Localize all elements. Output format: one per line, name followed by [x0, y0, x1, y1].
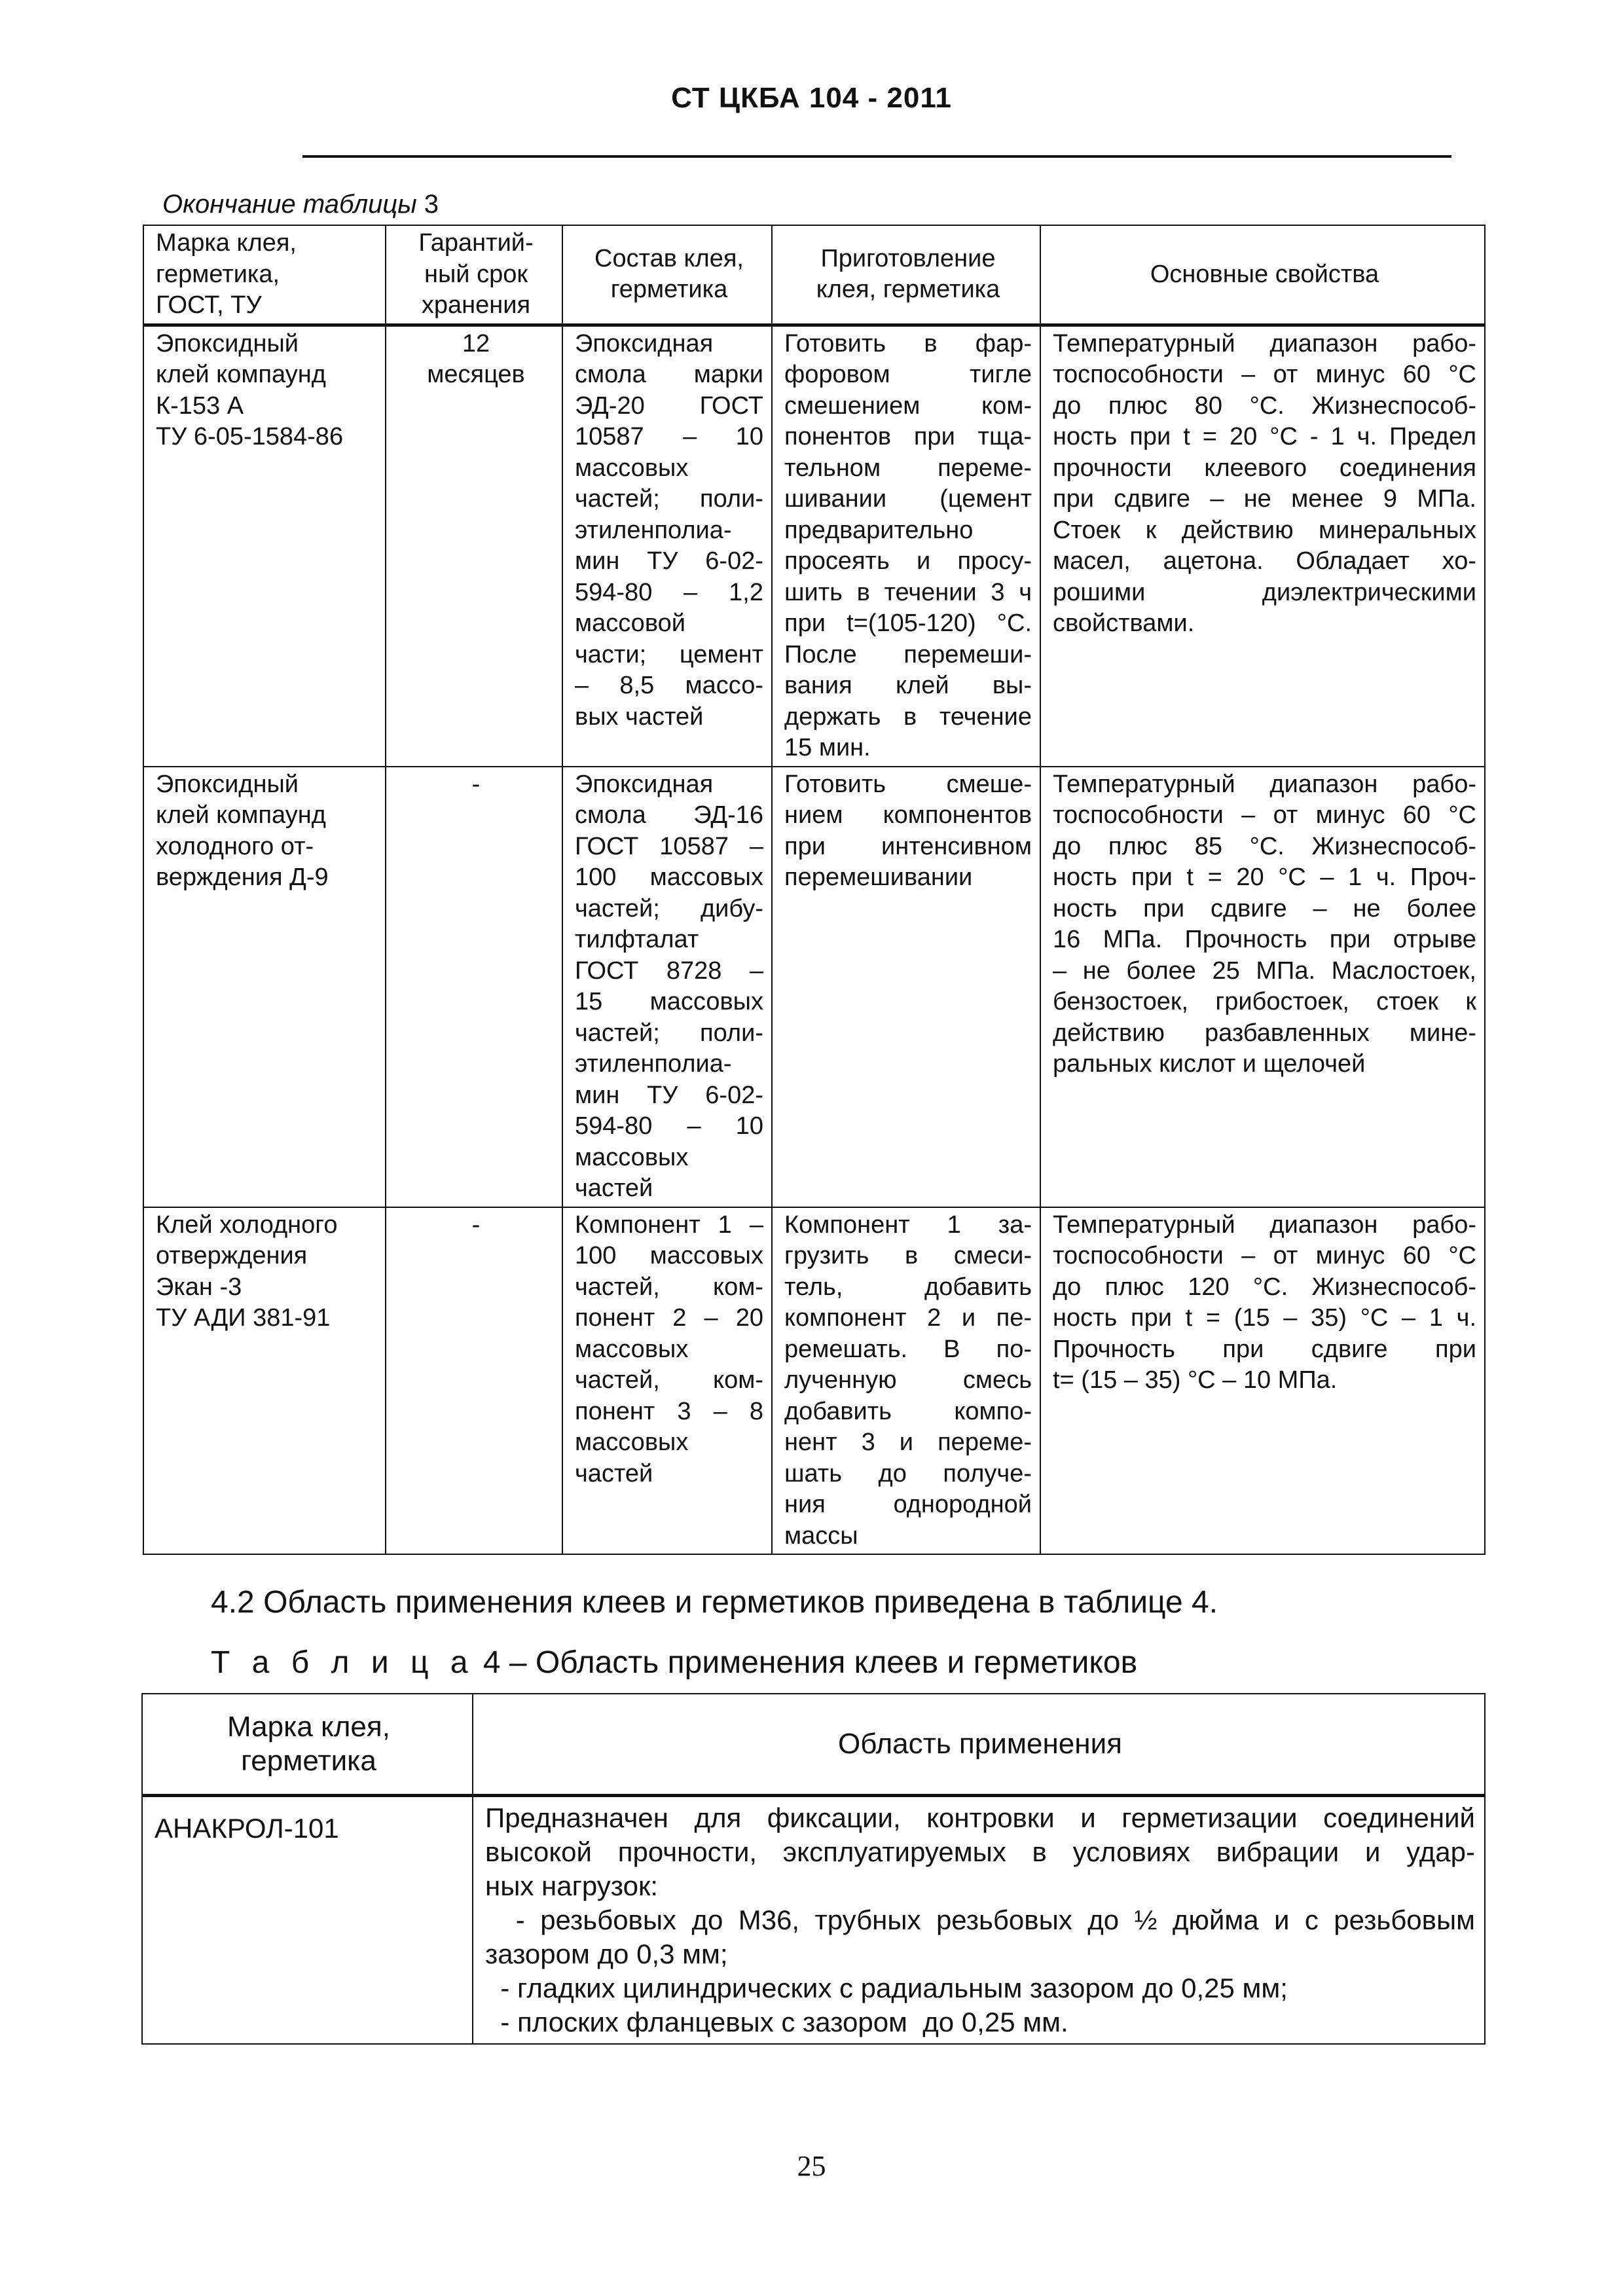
cell-line: месяцев	[427, 361, 525, 388]
cell-line: частей	[575, 1459, 653, 1487]
cell-line: понентов при тща-	[784, 423, 1032, 450]
preparation-cell	[772, 767, 1040, 1207]
cell-line: массовых	[575, 454, 689, 482]
cell-line: клея, герметика	[816, 276, 1000, 304]
cell-line: нент 3 и переме-	[784, 1429, 1032, 1456]
cell-line: Эпоксидная	[575, 770, 714, 798]
table3-row	[143, 1207, 1485, 1555]
preparation-cell	[772, 325, 1040, 767]
cell-line: ГОСТ 10587 –	[575, 832, 763, 860]
composition-cell	[562, 325, 772, 767]
table3-caption-number: 3	[424, 190, 439, 219]
storage-term-cell	[386, 325, 562, 767]
cell-line: вания клей вы-	[784, 672, 1032, 699]
table4-header-cell	[473, 1694, 1485, 1796]
cell-line: герметика,	[156, 260, 280, 288]
cell-line: действию разбавленных мине-	[1053, 1019, 1476, 1047]
cell-line: Основные свойства	[1150, 260, 1379, 288]
cell-line: добавить компо-	[784, 1397, 1032, 1425]
cell-line: при t=(105-120) °С.	[784, 610, 1032, 637]
cell-line: 15 мин.	[784, 734, 871, 761]
cell-line: Температурный диапазон рабо-	[1053, 770, 1476, 798]
properties-cell	[1040, 325, 1485, 767]
cell-line: Температурный диапазон рабо-	[1053, 1211, 1476, 1239]
table3-caption	[162, 190, 439, 219]
cell-line: – не более 25 МПа. Маслостоек,	[1053, 957, 1476, 985]
cell-line: частей; поли-	[575, 485, 763, 513]
cell-line: тоспособности – от минус 60 °С	[1053, 361, 1476, 388]
cell-line: ный срок	[424, 260, 528, 288]
cell-line: частей; дибу-	[575, 894, 763, 922]
cell-line: до плюс 120 °С. Жизнеспособ-	[1053, 1273, 1476, 1301]
table3-row	[143, 325, 1485, 767]
properties-cell	[1040, 1207, 1485, 1555]
header-rule	[302, 155, 1451, 158]
cell-line: этиленполиа-	[575, 516, 732, 544]
table3-header-cell	[386, 225, 562, 325]
cell-line: Компонент 1 за-	[784, 1211, 1032, 1239]
cell-line: верждения Д-9	[156, 864, 329, 891]
cell-line: ных нагрузок:	[485, 1870, 658, 1901]
cell-line: нием компонентов	[784, 801, 1032, 829]
cell-line: зазором до 0,3 мм;	[485, 1939, 728, 1969]
cell-line: лученную смесь	[784, 1366, 1032, 1394]
table3-header-row	[143, 225, 1485, 325]
composition-cell	[562, 767, 772, 1207]
cell-line: ГОСТ, ТУ	[156, 291, 262, 319]
cell-line: 15 массовых	[575, 988, 763, 1015]
cell-line: хранения	[421, 291, 531, 319]
cell-line: Гарантий-	[418, 229, 534, 257]
cell-line: части; цемент	[575, 640, 763, 668]
cell-line: Состав клея,	[594, 244, 744, 272]
table3-caption-text: Окончание таблицы	[162, 190, 417, 219]
cell-line: смешением ком-	[784, 392, 1032, 420]
cell-line: 12	[462, 329, 490, 357]
adhesive-name-cell	[143, 1207, 386, 1555]
cell-line: тоспособности – от минус 60 °С	[1053, 1242, 1476, 1269]
composition-cell	[562, 1207, 772, 1555]
paragraph-4-2: 4.2 Область применения клеев и герметиков приведена в таблице 4.	[211, 1585, 1218, 1620]
cell-line: прочности клеевого соединения	[1053, 454, 1476, 482]
cell-line: форовом тигле	[784, 361, 1032, 388]
cell-line: смола ЭД-16	[575, 801, 763, 829]
cell-line: 100 массовых	[575, 1242, 763, 1269]
cell-line: Прочность при сдвиге при	[1053, 1335, 1476, 1363]
cell-line: вых частей	[575, 702, 704, 731]
cell-line: предварительно	[784, 516, 974, 544]
application-cell	[473, 1796, 1485, 2045]
cell-line: - резьбовых до М36, трубных резьбовых до ½ дюйма и с резьбовым	[485, 1904, 1475, 1935]
cell-line: Компонент 1 –	[575, 1211, 763, 1239]
cell-line: тилфталат	[575, 926, 699, 953]
cell-line: Температурный диапазон рабо-	[1053, 329, 1476, 357]
table4-title-text: 4 – Область применения клеев и герметиков	[474, 1645, 1138, 1680]
cell-line: массы	[784, 1522, 858, 1550]
cell-line: ность при t = (15 – 35) °С – 1 ч.	[1053, 1304, 1476, 1332]
cell-line: Эпоксидная	[575, 329, 714, 357]
properties-cell	[1040, 767, 1485, 1207]
cell-line: просеять и просу-	[784, 547, 1032, 575]
table4-row	[142, 1796, 1485, 2045]
cell-line: -	[471, 1211, 481, 1239]
cell-line: Марка клея,	[227, 1711, 390, 1743]
cell-line: ГОСТ 8728 –	[575, 957, 763, 985]
cell-line: частей, ком-	[575, 1366, 763, 1394]
table4-title-label: Т а б л и ц а	[211, 1645, 475, 1680]
cell-line: клей компаунд	[156, 801, 326, 829]
cell-line: герметика	[610, 276, 728, 304]
cell-line: держать в течение	[784, 702, 1032, 731]
cell-line: ТУ 6-05-1584-86	[156, 423, 344, 450]
cell-line: тоспособности – от минус 60 °С	[1053, 801, 1476, 829]
cell-line: шить в течении 3 ч	[784, 578, 1032, 606]
cell-line: высокой прочности, эксплуатируемых в условиях вибрации и удар-	[485, 1836, 1475, 1867]
cell-line: t= (15 – 35) °С – 10 МПа.	[1053, 1366, 1338, 1394]
cell-line: 594-80 – 1,2	[575, 578, 763, 606]
cell-line: клей компаунд	[156, 361, 326, 388]
storage-term-cell	[386, 1207, 562, 1555]
cell-line: Эпоксидный	[156, 329, 299, 357]
cell-line: перемешивании	[784, 864, 973, 891]
cell-line: После перемеши-	[784, 640, 1032, 668]
cell-line: массовых	[575, 1335, 689, 1363]
page-number: 25	[797, 2150, 826, 2182]
cell-line: Эпоксидный	[156, 770, 299, 798]
table4-title	[211, 1645, 1137, 1681]
cell-line: этиленполиа-	[575, 1050, 732, 1078]
cell-line: массовых	[575, 1429, 689, 1456]
document-header: СТ ЦКБА 104 - 2011	[671, 82, 952, 114]
cell-line: понент 3 – 8	[575, 1397, 763, 1425]
cell-line: Готовить в фар-	[784, 329, 1032, 357]
storage-term-cell	[386, 767, 562, 1207]
table4-header-cell	[142, 1694, 473, 1796]
cell-line: смола марки	[575, 361, 763, 388]
cell-line: Клей холодного	[156, 1211, 338, 1239]
cell-line: компонент 2 и пе-	[784, 1304, 1032, 1332]
cell-line: свойствами.	[1053, 610, 1195, 637]
cell-line: Стоек к действию минеральных	[1053, 516, 1476, 544]
cell-line: тель, добавить	[784, 1273, 1032, 1301]
cell-line: понент 2 – 20	[575, 1304, 763, 1332]
table3	[143, 225, 1486, 1555]
cell-line: 100 массовых	[575, 864, 763, 891]
adhesive-name-cell	[143, 767, 386, 1207]
cell-line: – 8,5 массо-	[575, 672, 763, 699]
cell-line: - плоских фланцевых с зазором до 0,25 мм.	[485, 2007, 1068, 2037]
cell-line: отверждения	[156, 1242, 308, 1269]
cell-line: частей	[575, 1175, 653, 1202]
cell-line: 16 МПа. Прочность при отрыве	[1053, 926, 1476, 953]
cell-line: ния однородной	[784, 1491, 1032, 1518]
cell-line: шать до получе-	[784, 1459, 1032, 1487]
adhesive-name-cell: АНАКРОЛ-101	[142, 1796, 473, 2045]
cell-line: - гладких цилиндрических с радиальным зазором до 0,25 мм;	[485, 1973, 1288, 2003]
table3-header-cell	[562, 225, 772, 325]
cell-line: до плюс 80 °С. Жизнеспособ-	[1053, 392, 1476, 420]
adhesive-name-cell	[143, 325, 386, 767]
cell-line: масел, ацетона. Обладает хо-	[1053, 547, 1476, 575]
cell-line: частей, ком-	[575, 1273, 763, 1301]
cell-line: герметика	[241, 1745, 376, 1777]
table3-header-cell	[143, 225, 386, 325]
cell-line: мин ТУ 6-02-	[575, 547, 763, 575]
table3-row	[143, 767, 1485, 1207]
cell-line: мин ТУ 6-02-	[575, 1081, 763, 1109]
cell-line: шивании (цемент	[784, 485, 1032, 513]
table3-header-cell	[1040, 225, 1485, 325]
cell-line: рошими диэлектрическими	[1053, 578, 1476, 606]
cell-line: Марка клея,	[156, 229, 297, 257]
cell-line: ность при t = 20 °С – 1 ч. Проч-	[1053, 864, 1476, 891]
cell-line: бензостоек, грибостоек, стоек к	[1053, 988, 1476, 1015]
cell-line: ТУ АДИ 381-91	[156, 1304, 331, 1332]
cell-line: при интенсивном	[784, 832, 1032, 860]
table3-header-cell	[772, 225, 1040, 325]
cell-line: массовых	[575, 1143, 689, 1171]
cell-line: К-153 А	[156, 392, 244, 420]
cell-line: при сдвиге – не менее 9 МПа.	[1053, 485, 1476, 513]
cell-line: массовой	[575, 610, 685, 637]
cell-line: ЭД-20 ГОСТ	[575, 392, 763, 420]
cell-line: ральных кислот и щелочей	[1053, 1050, 1366, 1078]
cell-line: Приготовление	[820, 244, 996, 272]
cell-line: Готовить смеше-	[784, 770, 1032, 798]
cell-line: ность при сдвиге – не более	[1053, 894, 1476, 922]
cell-line: до плюс 85 °С. Жизнеспособ-	[1053, 832, 1476, 860]
cell-line: Область применения	[838, 1728, 1122, 1760]
cell-line: частей; поли-	[575, 1019, 763, 1047]
cell-line: ность при t = 20 °С - 1 ч. Предел	[1053, 423, 1476, 450]
table4	[141, 1693, 1486, 2045]
cell-line: Экан -3	[156, 1273, 242, 1301]
cell-line: холодного от-	[156, 832, 314, 860]
preparation-cell	[772, 1207, 1040, 1555]
cell-line: ремешать. В по-	[784, 1335, 1032, 1363]
table4-header-row	[142, 1694, 1485, 1796]
cell-line: тельном переме-	[784, 454, 1032, 482]
cell-line: грузить в смеси-	[784, 1242, 1032, 1269]
cell-line: 594-80 – 10	[575, 1112, 763, 1140]
cell-line: Предназначен для фиксации, контровки и герметизации соединений	[485, 1802, 1475, 1833]
cell-line: 10587 – 10	[575, 423, 763, 450]
cell-line: -	[471, 770, 481, 798]
